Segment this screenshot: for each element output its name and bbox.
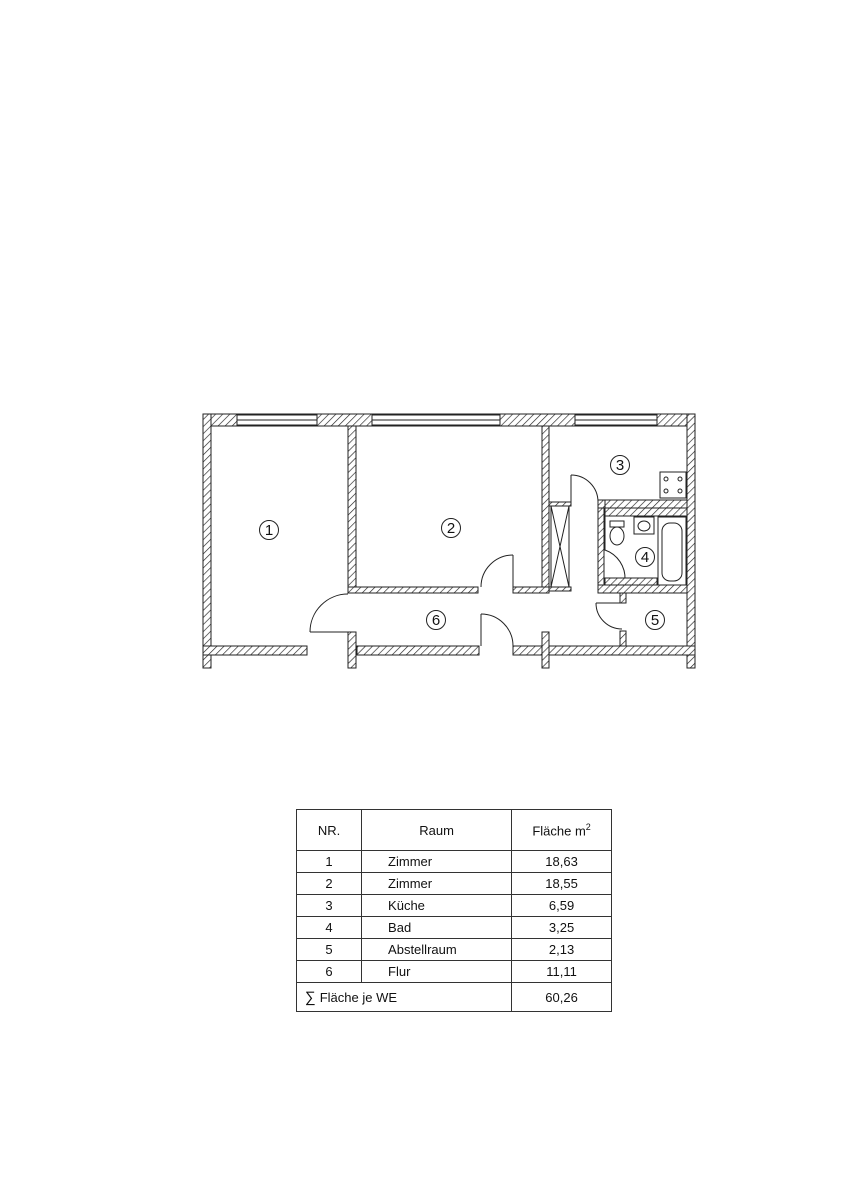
- table-total-row: [297, 983, 612, 1012]
- table-row: [297, 873, 612, 895]
- table-row: [297, 895, 612, 917]
- table-row: [297, 851, 612, 873]
- row-raum: Küche: [362, 895, 512, 917]
- total-label: ∑ Fläche je WE: [297, 983, 512, 1012]
- closet: [551, 506, 569, 587]
- row-nr: 1: [297, 851, 362, 873]
- header-nr: NR.: [297, 810, 362, 851]
- doors: [310, 475, 625, 646]
- row-raum: Zimmer: [362, 873, 512, 895]
- row-nr: 5: [297, 939, 362, 961]
- room-label-6: [427, 611, 446, 630]
- row-raum: Abstellraum: [362, 939, 512, 961]
- walls: [203, 414, 695, 668]
- svg-text:4: 4: [640, 549, 650, 566]
- header-raum: Raum: [362, 810, 512, 851]
- room-label-1: [260, 521, 279, 540]
- svg-text:1: 1: [264, 522, 274, 539]
- room-label-4: [636, 548, 655, 567]
- room-area-table: [296, 809, 612, 1012]
- table-row: [297, 961, 612, 983]
- row-flaeche: 6,59: [512, 895, 612, 917]
- table-header-row: [297, 810, 612, 851]
- total-flaeche: 60,26: [512, 983, 612, 1012]
- row-flaeche: 3,25: [512, 917, 612, 939]
- row-nr: 3: [297, 895, 362, 917]
- row-raum: Bad: [362, 917, 512, 939]
- header-flaeche: Fläche $m^2$: [512, 810, 612, 851]
- svg-text:6: 6: [431, 612, 441, 629]
- room-label-5: [646, 611, 665, 630]
- bathroom-fixtures: [598, 508, 687, 585]
- row-raum: Flur: [362, 961, 512, 983]
- svg-text:5: 5: [650, 612, 660, 629]
- row-flaeche: 18,63: [512, 851, 612, 873]
- sum-icon: ∑: [305, 988, 316, 1006]
- row-nr: 2: [297, 873, 362, 895]
- row-flaeche: 11,11: [512, 961, 612, 983]
- row-raum: Zimmer: [362, 851, 512, 873]
- room-label-3: [611, 456, 630, 475]
- windows: [237, 415, 657, 425]
- table-row: [297, 917, 612, 939]
- row-flaeche: 18,55: [512, 873, 612, 895]
- table-row: [297, 939, 612, 961]
- kitchen-stove: [660, 472, 686, 498]
- row-flaeche: 2,13: [512, 939, 612, 961]
- svg-text:2: 2: [446, 520, 456, 537]
- room-label-2: [442, 519, 461, 538]
- svg-text:3: 3: [615, 457, 625, 474]
- row-nr: 4: [297, 917, 362, 939]
- row-nr: 6: [297, 961, 362, 983]
